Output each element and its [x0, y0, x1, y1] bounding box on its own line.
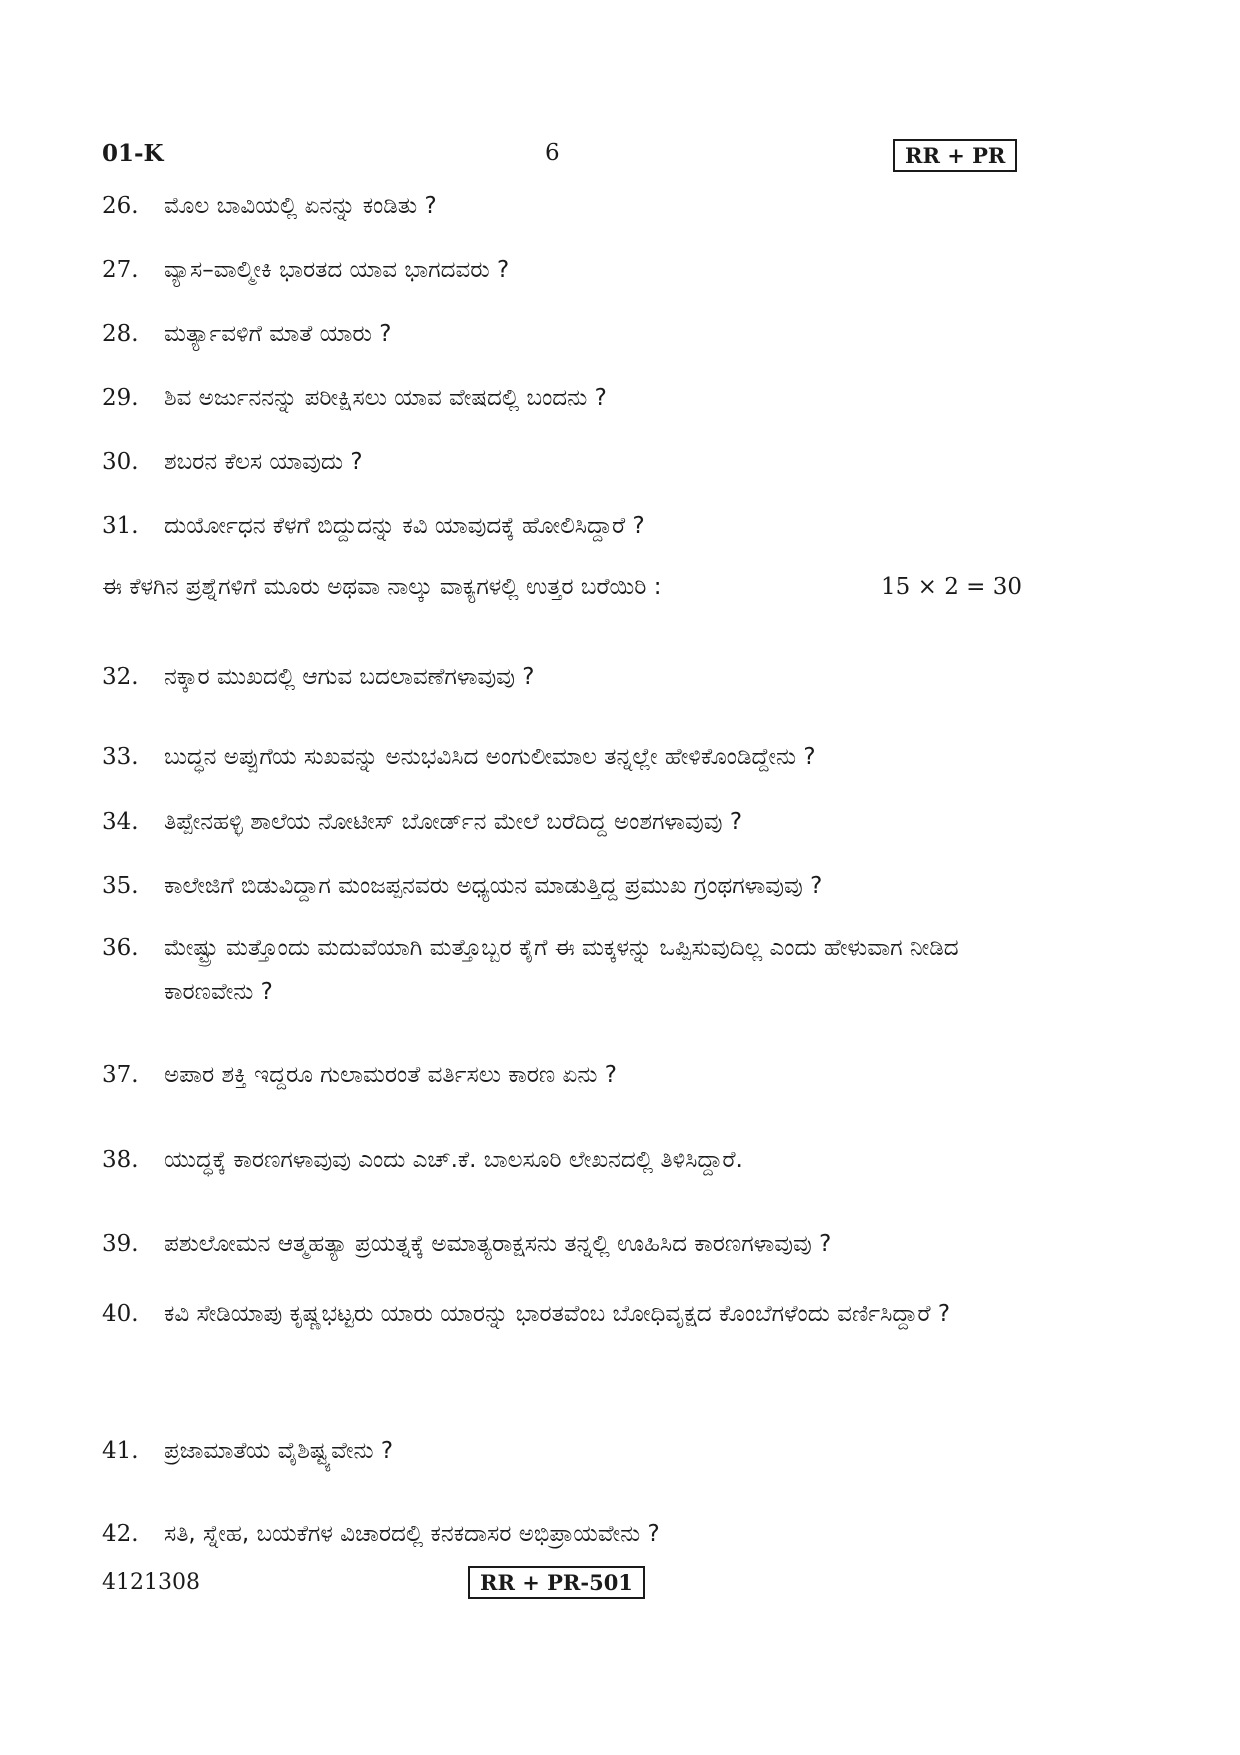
question-35	[102, 864, 1012, 908]
question-39	[102, 1222, 1012, 1266]
question-text: ಪಶುಲೋಮನ ಆತ್ಮಹತ್ಯಾ ಪ್ರಯತ್ನಕ್ಕೆ ಅಮಾತ್ಯರಾಕ್ಷಸನು ತನ್ನಲ್ಲಿ ಊಹಿಸಿದ ಕಾರಣಗಳಾವುವು ?	[164, 1231, 832, 1257]
question-number: 39.	[102, 1231, 139, 1257]
question-text: ದುರ್ಯೋಧನ ಕೆಳಗೆ ಬಿದ್ದುದನ್ನು ಕವಿ ಯಾವುದಕ್ಕೆ ಹೋಲಿಸಿದ್ದಾರೆ ?	[164, 513, 645, 539]
question-38	[102, 1138, 1012, 1182]
booklet-code: 4121308	[102, 1570, 200, 1595]
question-text: ಅಪಾರ ಶಕ್ತಿ ಇದ್ದರೂ ಗುಲಾಮರಂತೆ ವರ್ತಿಸಲು ಕಾರಣ ಏನು ?	[164, 1062, 617, 1088]
question-number: 31.	[102, 513, 139, 539]
question-34	[102, 800, 1012, 844]
question-33	[102, 735, 1012, 779]
question-text: ಮೊಲ ಬಾವಿಯಲ್ಲಿ ಏನನ್ನು ಕಂಡಿತು ?	[164, 193, 437, 219]
question-number: 41.	[102, 1438, 139, 1464]
question-text: ಪ್ರಜಾಮಾತೆಯ ವೈಶಿಷ್ಟ್ಯವೇನು ?	[164, 1438, 394, 1464]
question-text: ವ್ಯಾಸ–ವಾಲ್ಮೀಕಿ ಭಾರತದ ಯಾವ ಭಾಗದವರು ?	[164, 257, 510, 283]
question-number: 30.	[102, 449, 139, 475]
question-number: 27.	[102, 257, 139, 283]
header-series-box: RR + PR	[893, 139, 1017, 172]
question-36	[102, 926, 1012, 1014]
question-32	[102, 655, 1012, 699]
question-42	[102, 1512, 1012, 1556]
footer-series-box: RR + PR-501	[468, 1566, 645, 1599]
question-28	[102, 312, 1012, 356]
question-number: 37.	[102, 1062, 139, 1088]
question-number: 34.	[102, 809, 139, 835]
question-number: 35.	[102, 873, 139, 899]
question-40	[102, 1292, 1012, 1336]
paper-code: 01-K	[102, 140, 164, 167]
question-number: 28.	[102, 321, 139, 347]
question-number: 29.	[102, 385, 139, 411]
question-text: ಸತಿ, ಸ್ನೇಹ, ಬಯಕೆಗಳ ವಿಚಾರದಲ್ಲಿ ಕನಕದಾಸರ ಅಭಿಪ್ರಾಯವೇನು ?	[164, 1521, 660, 1547]
question-number: 33.	[102, 744, 139, 770]
question-text: ಕವಿ ಸೇಡಿಯಾಪು ಕೃಷ್ಣಭಟ್ಟರು ಯಾರು ಯಾರನ್ನು ಭಾರತವೆಂಬ ಬೋಧಿವೃಕ್ಷದ ಕೊಂಬೆಗಳೆಂದು ವರ್ಣಿಸಿದ್ದಾರೆ ?	[164, 1301, 951, 1327]
question-text: ಶಿವ ಅರ್ಜುನನನ್ನು ಪರೀಕ್ಷಿಸಲು ಯಾವ ವೇಷದಲ್ಲಿ ಬಂದನು ?	[164, 385, 607, 411]
question-30	[102, 440, 1012, 484]
question-number: 38.	[102, 1147, 139, 1173]
question-text: ಮರ್ತ್ಯಾವಳಿಗೆ ಮಾತೆ ಯಾರು ?	[164, 321, 392, 347]
question-29	[102, 376, 1012, 420]
question-26	[102, 184, 1012, 228]
question-text: ಮೇಷ್ಟ್ರು ಮತ್ತೊಂದು ಮದುವೆಯಾಗಿ ಮತ್ತೊಬ್ಬರ ಕೈಗೆ ಈ ಮಕ್ಕಳನ್ನು ಒಪ್ಪಿಸುವುದಿಲ್ಲ ಎಂದು ಹೇಳುವಾಗ ನೀಡಿದ ಕಾರಣವೇನು ?	[164, 935, 959, 1005]
question-number: 26.	[102, 193, 139, 219]
page-number: 6	[545, 140, 560, 166]
question-text: ನಕ್ಕಾರ ಮುಖದಲ್ಲಿ ಆಗುವ ಬದಲಾವಣೆಗಳಾವುವು ?	[164, 664, 535, 690]
question-number: 32.	[102, 664, 139, 690]
section-instruction	[102, 574, 1022, 600]
question-31	[102, 504, 1012, 548]
question-41	[102, 1429, 1012, 1473]
section-marks: 15 × 2 = 30	[881, 574, 1022, 600]
question-number: 40.	[102, 1301, 139, 1327]
question-number: 36.	[102, 935, 139, 961]
question-27	[102, 248, 1012, 292]
question-number: 42.	[102, 1521, 139, 1547]
question-text: ಶಬರನ ಕೆಲಸ ಯಾವುದು ?	[164, 449, 363, 475]
instruction-text: ಈ ಕೆಳಗಿನ ಪ್ರಶ್ನೆಗಳಿಗೆ ಮೂರು ಅಥವಾ ನಾಲ್ಕು ವಾಕ್ಯಗಳಲ್ಲಿ ಉತ್ತರ ಬರೆಯಿರಿ :	[102, 574, 662, 600]
question-text: ತಿಪ್ಪೇನಹಳ್ಳಿ ಶಾಲೆಯ ನೋಟೀಸ್ ಬೋರ್ಡ್‌ನ ಮೇಲೆ ಬರೆದಿದ್ದ ಅಂಶಗಳಾವುವು ?	[164, 809, 743, 835]
question-text: ಬುದ್ಧನ ಅಪ್ಪುಗೆಯ ಸುಖವನ್ನು ಅನುಭವಿಸಿದ ಅಂಗುಲೀಮಾಲ ತನ್ನಲ್ಲೇ ಹೇಳಿಕೊಂಡಿದ್ದೇನು ?	[164, 744, 816, 770]
question-text: ಯುದ್ಧಕ್ಕೆ ಕಾರಣಗಳಾವುವು ಎಂದು ಎಚ್.ಕೆ. ಬಾಲಸೂರಿ ಲೇಖನದಲ್ಲಿ ತಿಳಿಸಿದ್ದಾರೆ.	[164, 1147, 743, 1173]
question-37	[102, 1053, 1012, 1097]
question-text: ಕಾಲೇಜಿಗೆ ಬಿಡುವಿದ್ದಾಗ ಮಂಜಪ್ಪನವರು ಅಧ್ಯಯನ ಮಾಡುತ್ತಿದ್ದ ಪ್ರಮುಖ ಗ್ರಂಥಗಳಾವುವು ?	[164, 873, 823, 899]
